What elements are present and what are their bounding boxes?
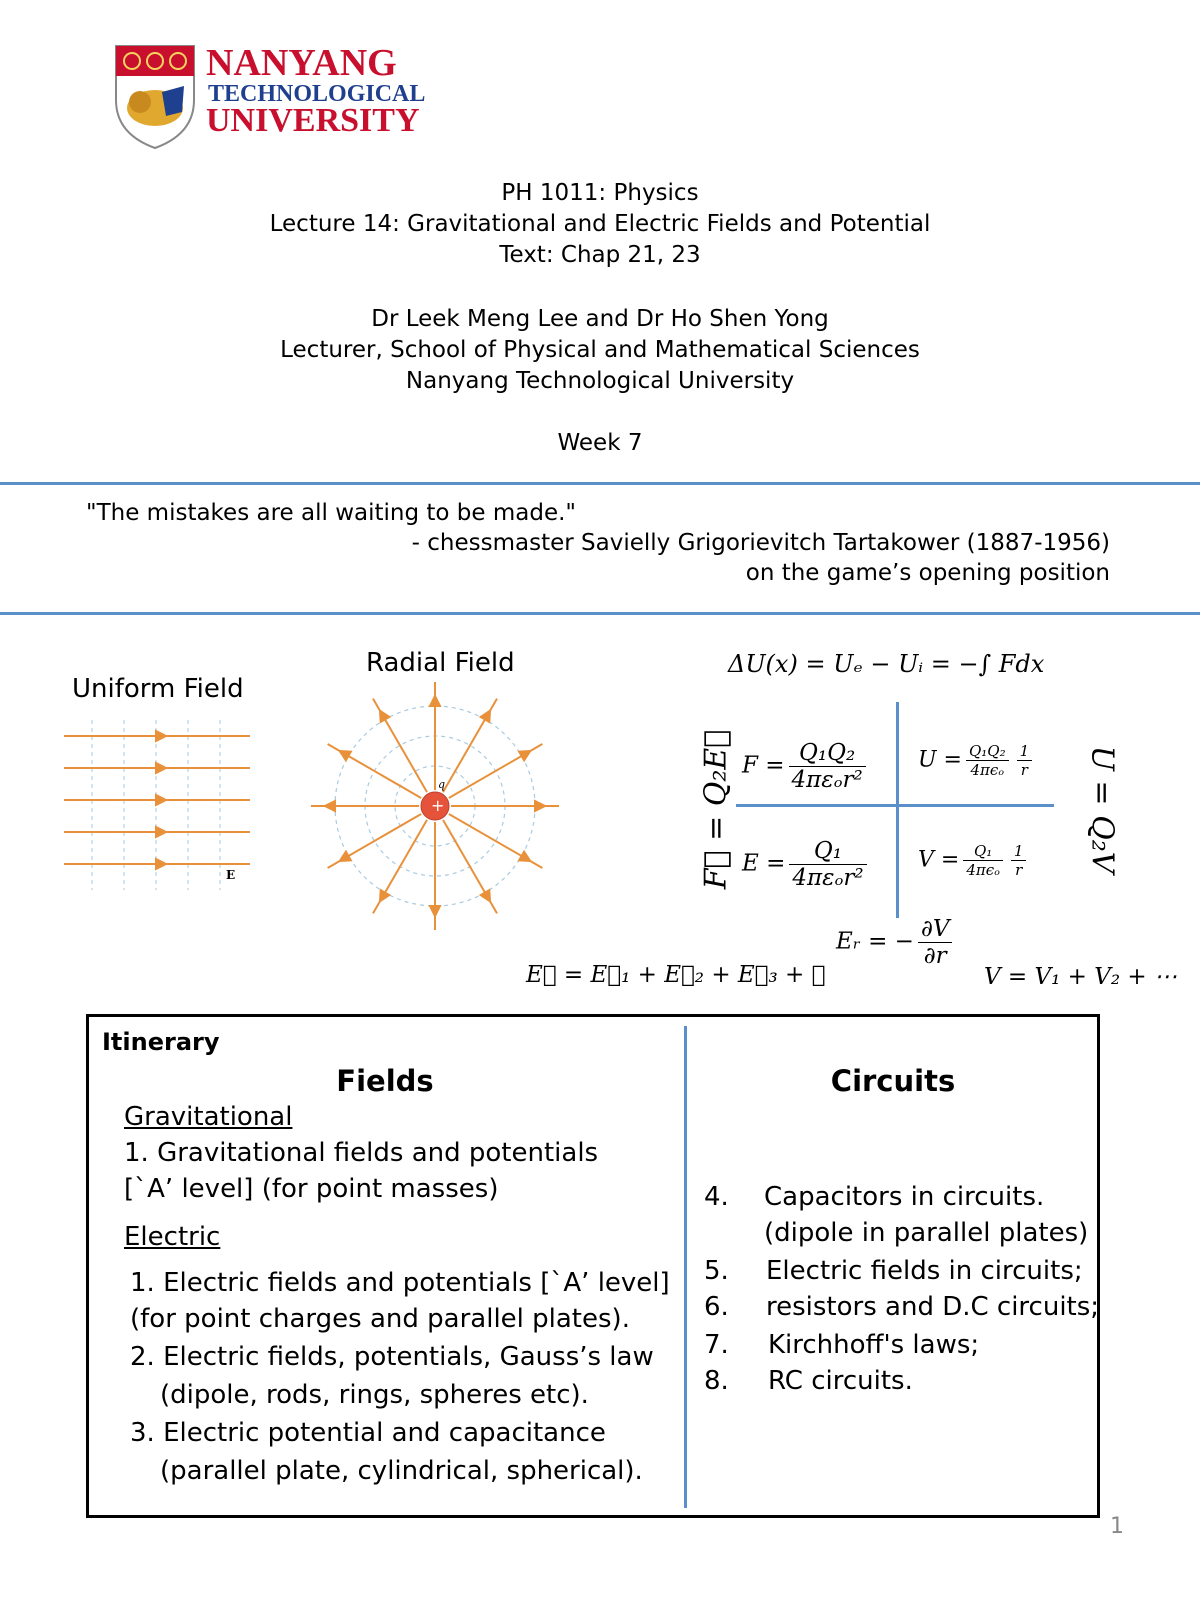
circuit-item-4-text: Capacitors in circuits.	[764, 1182, 1045, 1212]
radial-field-arrow	[535, 801, 545, 811]
e-den: 4πεₒr²	[792, 865, 864, 891]
circuit-item-7-num: 7.	[704, 1330, 729, 1360]
equation-grid-vertical	[896, 702, 899, 918]
v-lhs: V =	[918, 847, 960, 873]
radial-field-arrow	[380, 711, 389, 722]
week: Week 7	[557, 430, 643, 456]
u-lhs: U =	[918, 747, 962, 773]
circuit-item-4-text2: (dipole in parallel plates)	[764, 1218, 1089, 1248]
authors: Dr Leek Meng Lee and Dr Ho Shen Yong	[371, 306, 829, 332]
potential-equation	[918, 842, 1030, 879]
quote-context: on the game’s opening position	[745, 560, 1110, 586]
field-gradient-equation	[836, 916, 956, 969]
er-lhs: Eᵣ = −	[836, 928, 914, 955]
circuit-item-6-num: 6.	[704, 1292, 729, 1322]
circuit-item-5-text: Electric fields in circuits;	[766, 1256, 1083, 1286]
radial-field-arrow	[519, 852, 530, 861]
elec-item-1-line2: (for point charges and parallel plates).	[130, 1304, 630, 1334]
v-den: 4πϵₒ	[966, 861, 1000, 879]
e-lhs: E =	[742, 850, 786, 877]
divider-top	[0, 482, 1200, 485]
elec-item-2-line1: 2. Electric fields, potentials, Gauss’s law	[130, 1342, 654, 1372]
radial-field-arrow	[325, 801, 335, 811]
e-vector-label: E	[226, 868, 236, 882]
v-num: Q₁	[963, 842, 1003, 861]
position: Lecturer, School of Physical and Mathematical Sciences	[280, 337, 920, 363]
electric-heading: Electric	[124, 1222, 221, 1252]
er-num: ∂V	[918, 916, 953, 943]
u-r-num: 1	[1017, 742, 1033, 761]
logo-line-2: TECHNOLOGICAL	[208, 81, 426, 107]
potential-energy-equation	[918, 742, 1036, 779]
lecture-title: Lecture 14: Gravitational and Electric Fields and Potential	[269, 211, 931, 237]
institution: Nanyang Technological University	[405, 368, 795, 394]
gravitational-heading: Gravitational	[124, 1102, 293, 1132]
radial-field-arrow	[380, 890, 389, 901]
circuit-item-5-num: 5.	[704, 1256, 729, 1286]
f-lhs: F =	[742, 752, 785, 779]
radial-field-arrow	[430, 696, 440, 706]
logo-line-3: UNIVERSITY	[206, 102, 420, 139]
e-num: Q₁	[789, 838, 866, 865]
itinerary-divider	[684, 1026, 687, 1508]
energy-charge-potential-equation: U = Q₂V	[1084, 745, 1120, 874]
grav-item-line2: [`A’ level] (for point masses)	[124, 1174, 499, 1204]
charge-label: q	[438, 778, 446, 791]
potential-superposition-equation: V = V₁ + V₂ + ⋯	[984, 964, 1177, 990]
course-title: PH 1011: Physics	[501, 180, 699, 206]
radial-field-label: Radial Field	[366, 648, 515, 678]
f-num: Q₁Q₂	[789, 740, 866, 767]
uniform-field-label: Uniform Field	[72, 674, 244, 704]
circuit-item-8-num: 8.	[704, 1366, 729, 1396]
ntu-logo	[112, 42, 426, 152]
force-charge-field-equation: F⃗ = Q₂E⃗	[698, 729, 734, 890]
logo-line-1: NANYANG	[206, 42, 397, 84]
radial-field-arrow	[519, 751, 530, 760]
u-r-den: r	[1020, 761, 1028, 779]
radial-field-diagram	[310, 678, 560, 934]
radial-field-arrow	[340, 751, 351, 760]
er-den: ∂r	[923, 943, 947, 969]
circuit-item-8-text: RC circuits.	[768, 1366, 913, 1396]
quote-text: "The mistakes are all waiting to be made."	[86, 500, 576, 526]
elec-item-2-line2: (dipole, rods, rings, spheres etc).	[160, 1380, 589, 1410]
f-den: 4πεₒr²	[791, 767, 863, 793]
ntu-crest-icon	[112, 42, 198, 150]
circuit-item-6-text: resistors and D.C circuits;	[766, 1292, 1100, 1322]
circuit-item-4-num: 4.	[704, 1182, 729, 1212]
radial-field-arrow	[481, 711, 490, 722]
coulomb-force-equation	[742, 740, 870, 793]
field-superposition-equation: E⃗ = E⃗₁ + E⃗₂ + E⃗₃ + ⋯	[526, 962, 826, 988]
grav-item-line1: 1. Gravitational fields and potentials	[124, 1138, 599, 1168]
electric-field-equation	[742, 838, 871, 891]
v-r-den: r	[1015, 861, 1023, 879]
radial-field-arrow	[481, 890, 490, 901]
radial-field-arrow	[340, 852, 351, 861]
page-number: 1	[1110, 1514, 1124, 1539]
itinerary-title: Itinerary	[102, 1028, 220, 1056]
v-r-num: 1	[1011, 842, 1027, 861]
elec-item-3-line1: 3. Electric potential and capacitance	[130, 1418, 606, 1448]
elec-item-1-line1: 1. Electric fields and potentials [`A’ level]	[130, 1268, 670, 1298]
circuits-heading: Circuits	[830, 1064, 956, 1098]
u-num: Q₁Q₂	[966, 742, 1009, 761]
text-reference: Text: Chap 21, 23	[499, 242, 701, 268]
delta-u-equation: ΔU(x) = Uₑ − Uᵢ = −∫ Fdx	[728, 650, 1045, 678]
svg-text:+: +	[431, 796, 445, 815]
circuit-item-7-text: Kirchhoff's laws;	[768, 1330, 980, 1360]
fields-heading: Fields	[336, 1064, 434, 1098]
u-den: 4πϵₒ	[970, 761, 1005, 779]
elec-item-3-line2: (parallel plate, cylindrical, spherical).	[160, 1456, 643, 1486]
radial-field-arrow	[430, 906, 440, 916]
divider-bottom	[0, 612, 1200, 615]
uniform-field-diagram	[60, 720, 260, 890]
equation-grid-horizontal	[736, 804, 1054, 807]
quote-author: - chessmaster Savielly Grigorievitch Tartakower (1887-1956)	[411, 530, 1110, 556]
